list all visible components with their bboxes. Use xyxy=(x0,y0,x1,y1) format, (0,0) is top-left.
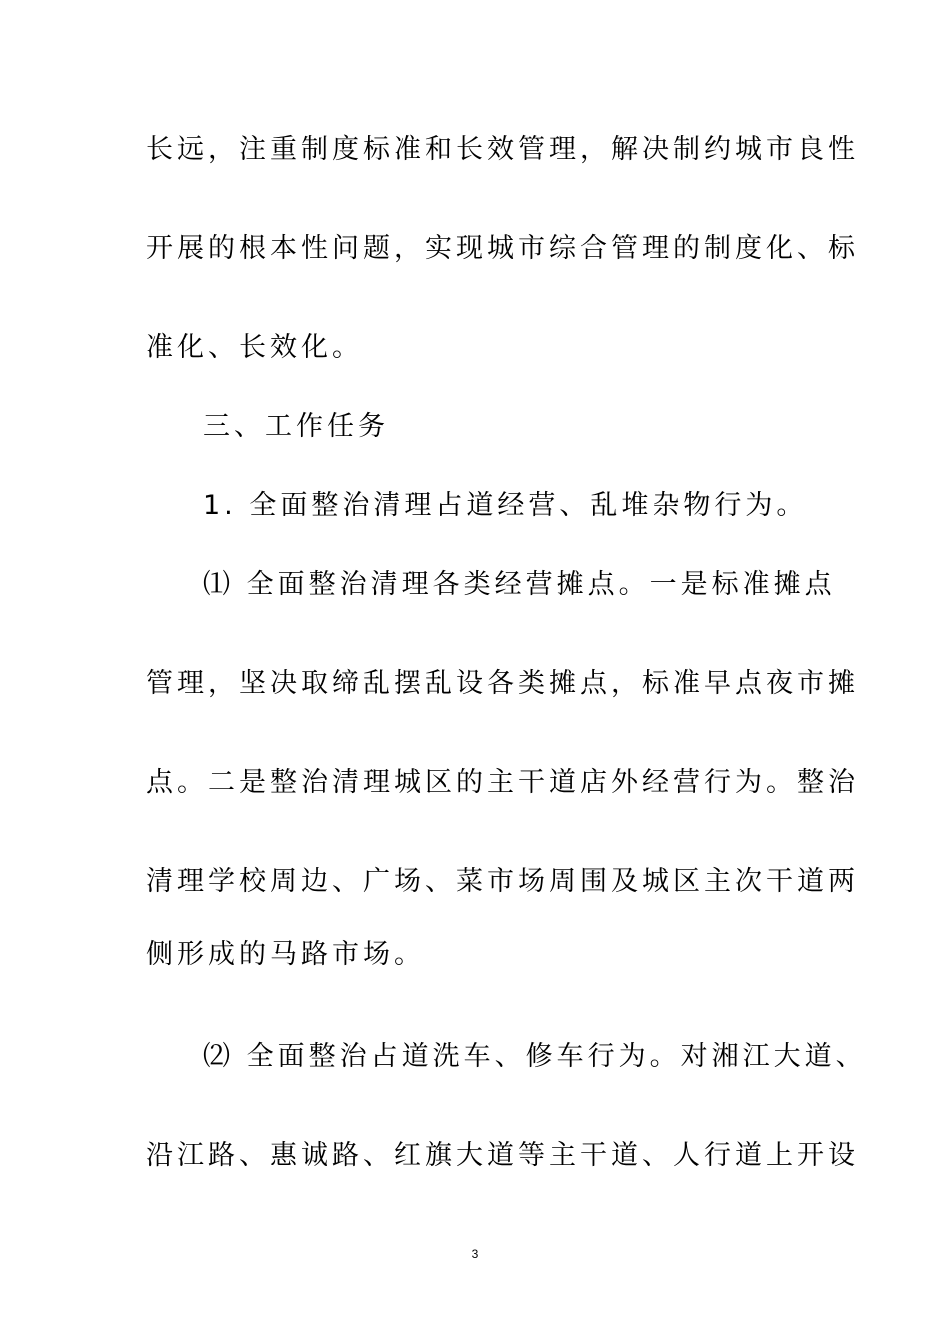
page-number: 3 xyxy=(471,1247,479,1261)
text-line: 长远，注重制度标准和长效管理，解决制约城市良性 xyxy=(146,134,859,165)
text-line: 开展的根本性问题，实现城市综合管理的制度化、标 xyxy=(146,233,859,264)
subsection-heading: 1. 全面整治清理占道经营、乱堆杂物行为。 xyxy=(203,490,808,521)
text-line: 准化、长效化。 xyxy=(146,332,363,363)
text-line: ⑵ 全面整治占道洗车、修车行为。对湘江大道、 xyxy=(203,1041,867,1072)
text-line: 管理，坚决取缔乱摆乱设各类摊点，标准早点夜市摊 xyxy=(146,668,859,699)
section-heading: 三、工作任务 xyxy=(203,411,389,442)
text-line: ⑴ 全面整治清理各类经营摊点。一是标准摊点 xyxy=(203,569,836,600)
text-line: 侧形成的马路市场。 xyxy=(146,939,425,970)
text-line: 沿江路、惠诚路、红旗大道等主干道、人行道上开设 xyxy=(146,1140,859,1171)
text-line: 清理学校周边、广场、菜市场周围及城区主次干道两 xyxy=(146,866,859,897)
text-line: 点。二是整治清理城区的主干道店外经营行为。整治 xyxy=(146,767,859,798)
